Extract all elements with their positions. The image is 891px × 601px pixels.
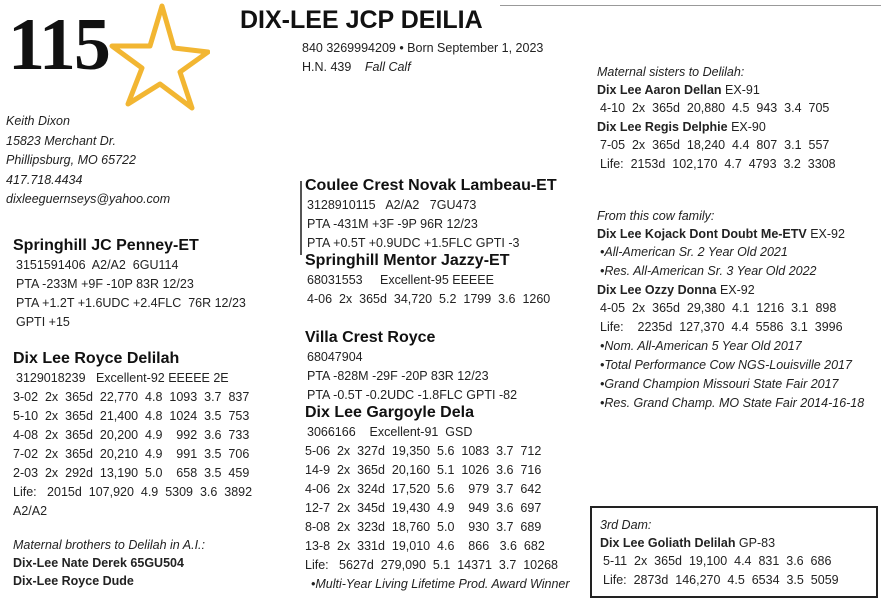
mgd-record: 13-8 2x 331d 19,010 4.6 866 3.6 682	[305, 539, 545, 553]
pgd-block	[305, 251, 550, 309]
mgs-pta2: PTA -0.5T -0.2UDC -1.8FLC GPTI -82	[307, 388, 518, 402]
dam-lifetime: Life: 2015d 107,920 4.9 5309 3.6 3892	[13, 485, 253, 499]
mgs-pta1: PTA -828M -29F -20P 83R 12/23	[307, 369, 489, 383]
mgd-note: •Multi-Year Living Lifetime Prod. Award Winner	[311, 577, 570, 591]
brother-item: Dix-Lee Royce Dude	[13, 574, 134, 588]
third-dam-box	[590, 506, 878, 598]
dam-block	[13, 349, 252, 521]
sister-lifetime: Life: 2153d 102,170 4.7 4793 3.2 3308	[600, 157, 836, 171]
consignor-email: dixleeguernseys@yahoo.com	[6, 192, 171, 206]
pgd-name: Springhill Mentor Jazzy-ET	[305, 252, 510, 269]
pedigree-bracket	[300, 181, 302, 255]
mgd-id: 3066166 Excellent-91 GSD	[307, 425, 473, 439]
sisters-block	[597, 63, 836, 174]
dam-id: 3129018239 Excellent-92 EEEEE 2E	[16, 371, 229, 385]
family-note: •Res. All-American Sr. 3 Year Old 2022	[600, 264, 817, 278]
brother-item: Dix-Lee Nate Derek 65GU504	[13, 556, 184, 570]
mgd-record: 5-06 2x 327d 19,350 5.6 1083 3.7 712	[305, 444, 542, 458]
lot-number: 115	[8, 4, 109, 86]
sire-id: 3151591406 A2/A2 6GU114	[16, 258, 179, 272]
id-line: 840 3269994209 • Born September 1, 2023	[302, 41, 544, 55]
sisters-heading: Maternal sisters to Delilah:	[597, 65, 745, 79]
sister-name: Dix Lee Aaron Dellan	[597, 83, 722, 97]
hn: H.N. 439	[302, 60, 352, 74]
family-cow-class: EX-92	[716, 283, 755, 297]
mgd-record: 8-08 2x 323d 18,760 5.0 930 3.7 689	[305, 520, 542, 534]
dam-record: 4-08 2x 365d 20,200 4.9 992 3.6 733	[13, 428, 250, 442]
family-block	[597, 207, 864, 413]
third-dam-class: GP-83	[735, 536, 776, 550]
third-dam-heading: 3rd Dam:	[600, 518, 652, 532]
mgd-record: 14-9 2x 365d 20,160 5.1 1026 3.6 716	[305, 463, 542, 477]
pgs-id: 3128910115 A2/A2 7GU473	[307, 198, 477, 212]
dam-note: A2/A2	[13, 504, 48, 518]
family-note: •Res. Grand Champ. MO State Fair 2014-16-18	[600, 396, 865, 410]
pgd-record: 4-06 2x 365d 34,720 5.2 1799 3.6 1260	[307, 292, 551, 306]
consignor-city: Phillipsburg, MO 65722	[6, 153, 136, 167]
sire-pta2: PTA +1.2T +1.6UDC +2.4FLC 76R 12/23	[16, 296, 246, 310]
sister-class: EX-91	[721, 83, 760, 97]
sire-pta1: PTA -233M +9F -10P 83R 12/23	[16, 277, 194, 291]
family-note: •Nom. All-American 5 Year Old 2017	[600, 339, 802, 353]
hn-line	[302, 58, 411, 76]
family-note: •Total Performance Cow NGS-Louisville 2017	[600, 358, 852, 372]
family-cow-class: EX-92	[806, 227, 845, 241]
sire-gpti: GPTI +15	[16, 315, 70, 329]
third-dam-name: Dix Lee Goliath Delilah	[600, 536, 736, 550]
header-rule	[500, 5, 881, 6]
family-record: 4-05 2x 365d 29,380 4.1 1216 3.1 898	[600, 301, 837, 315]
family-cow-name: Dix Lee Ozzy Donna	[597, 283, 717, 297]
dam-record: 7-02 2x 365d 20,210 4.9 991 3.5 706	[13, 447, 250, 461]
consignor-address: 15823 Merchant Dr.	[6, 133, 117, 148]
page-title: DIX-LEE JCP DEILIA	[240, 6, 483, 34]
season: Fall Calf	[364, 60, 411, 74]
mgs-name: Villa Crest Royce	[305, 329, 436, 346]
dam-record: 3-02 2x 365d 22,770 4.8 1093 3.7 837	[13, 390, 250, 404]
pgs-block	[305, 176, 557, 253]
mgd-block	[305, 403, 570, 594]
pgs-pta1: PTA -431M +3F -9P 96R 12/23	[307, 217, 478, 231]
pgs-pta2: PTA +0.5T +0.9UDC +1.5FLC GPTI -3	[307, 236, 520, 250]
dam-name: Dix Lee Royce Delilah	[13, 350, 180, 367]
sister-record: 4-10 2x 365d 20,880 4.5 943 3.4 705	[600, 101, 830, 115]
sister-name: Dix Lee Regis Delphie	[597, 120, 728, 134]
family-heading: From this cow family:	[597, 209, 715, 223]
sister-class: EX-90	[727, 120, 766, 134]
pgs-name: Coulee Crest Novak Lambeau-ET	[305, 177, 557, 194]
mgd-lifetime: Life: 5627d 279,090 5.1 14371 3.7 10268	[305, 558, 558, 572]
sire-block	[13, 236, 246, 332]
family-cow-name: Dix Lee Kojack Dont Doubt Me-ETV	[597, 227, 807, 241]
sister-record: 7-05 2x 365d 18,240 4.4 807 3.1 557	[600, 138, 830, 152]
mgd-name: Dix Lee Gargoyle Dela	[305, 404, 474, 421]
consignor-name: Keith Dixon	[6, 114, 70, 128]
consignor-phone: 417.718.4434	[6, 172, 83, 187]
dam-record: 2-03 2x 292d 13,190 5.0 658 3.5 459	[13, 466, 250, 480]
brothers-block	[13, 536, 205, 590]
mgd-record: 4-06 2x 324d 17,520 5.6 979 3.7 642	[305, 482, 542, 496]
mgs-id: 68047904	[307, 350, 363, 364]
dam-record: 5-10 2x 365d 21,400 4.8 1024 3.5 753	[13, 409, 250, 423]
third-dam-lifetime: Life: 2873d 146,270 4.5 6534 3.5 5059	[603, 573, 839, 587]
mgd-record: 12-7 2x 345d 19,430 4.9 949 3.6 697	[305, 501, 542, 515]
mgs-block	[305, 328, 517, 405]
brothers-heading: Maternal brothers to Delilah in A.I.:	[13, 538, 205, 552]
third-dam-record: 5-11 2x 365d 19,100 4.4 831 3.6 686	[603, 554, 832, 568]
family-lifetime: Life: 2235d 127,370 4.4 5586 3.1 3996	[600, 320, 843, 334]
consignor-block	[6, 112, 170, 210]
sire-name: Springhill JC Penney-ET	[13, 237, 199, 254]
pgd-id: 68031553 Excellent-95 EEEEE	[307, 273, 494, 287]
family-note: •All-American Sr. 2 Year Old 2021	[600, 245, 788, 259]
family-note: •Grand Champion Missouri State Fair 2017	[600, 377, 839, 391]
